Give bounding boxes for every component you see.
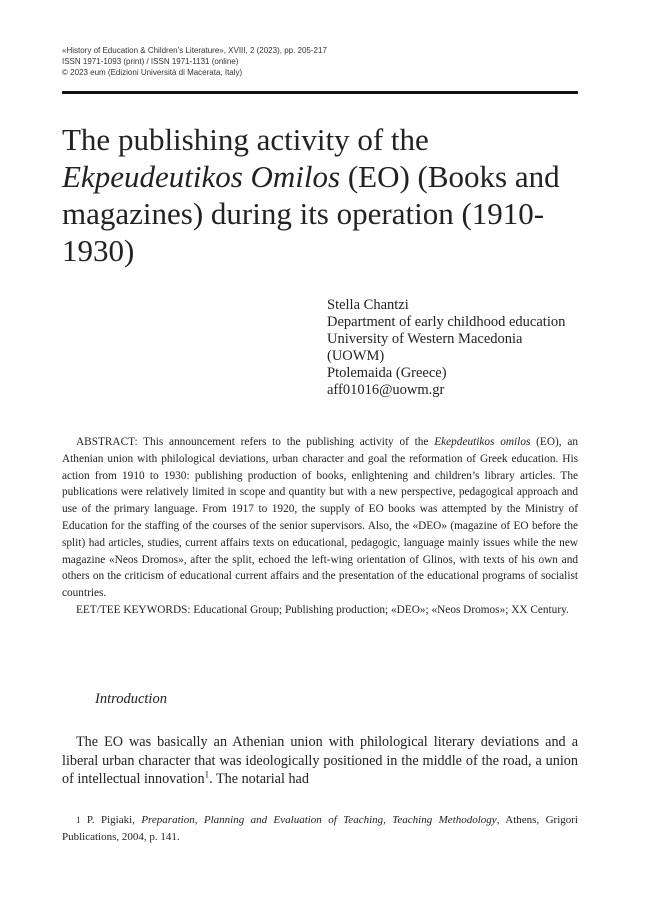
title-part2: (EO) (Books and magazines) during its operation (1910-1930) — [62, 159, 560, 268]
footnote-paragraph — [62, 812, 578, 846]
author-department: Department of early childhood education — [327, 314, 566, 330]
footnote-lead: P. Pigiaki, — [80, 814, 142, 826]
abstract — [62, 434, 578, 619]
footnote-tail: , Athens, Grigori Publications, 2004, p. 141. — [62, 814, 578, 843]
abstract-italic-term: Ekepdeutikos omilos — [434, 436, 531, 448]
title-part1: The publishing activity of the — [62, 122, 429, 157]
footnote-number: 1 — [76, 815, 81, 825]
title-italic: Ekpeudeutikos Omilos — [62, 159, 341, 194]
body-text-part1: The EO was basically an Athenian union with philological literary deviations and a liberal urban character that was ideologically positioned in the middle of the road, a union of intellectual innovation — [62, 734, 578, 787]
journal-copyright: © 2023 eum (Edizioni Università di Macerata, Italy) — [62, 68, 243, 77]
author-location: Ptolemaida (Greece) — [327, 365, 447, 381]
journal-citation: «History of Education & Children’s Literature», XVIII, 2 (2023), pp. 205-217 — [62, 46, 327, 55]
body-paragraph — [62, 733, 578, 789]
body-text-part2: . The notarial had — [209, 771, 309, 787]
journal-issn: ISSN 1971-1093 (print) / ISSN 1971-1131 (online) — [62, 57, 239, 66]
header-rule — [62, 91, 578, 94]
keywords-paragraph: EET/TEE KEYWORDS: Educational Group; Publishing production; «DEO»; «Neos Dromos»; XX Century. — [76, 603, 569, 616]
footnote-italic-title: Preparation, Planning and Evaluation of Teaching, Teaching Methodology — [141, 814, 497, 826]
author-block — [327, 297, 587, 399]
article-title — [62, 121, 562, 269]
footnote — [62, 812, 578, 846]
abstract-text: (EO), an Athenian union with philological deviations, urban character and goal the reformation of Greek education. His action from 1910 to 1930: publishing production of books, enlightening and children’s library articles. The publications were relatively limited in scope and quantity but with a new perspective, pedagogical approach and use of the primary language. From 1917 to 1920, the supply of EO books was attempted by the Ministry of Education for the staffing of the courses of the senior supervisors. Also, the «DEO» (magazine of EO before the split) had articles, studies, current affairs texts on educational, pedagogic, language mainly issues while the new magazine «Neos Dromos», after the split, echoed the left-wing orientation of Glinos, with texts of his own and others on the criticism of educational current affairs and the presentation of the educational programs of socialist countries. — [62, 436, 579, 600]
section-heading: Introduction — [95, 691, 167, 707]
journal-header — [62, 45, 582, 78]
author-university: University of Western Macedonia — [327, 331, 523, 347]
body-text — [62, 733, 578, 789]
abstract-lead: ABSTRACT: This announcement refers to the publishing activity of the — [76, 436, 435, 448]
author-email: aff01016@uowm.gr — [327, 382, 445, 398]
abstract-paragraph — [62, 434, 578, 602]
footnote-reference[interactable]: 1 — [204, 769, 210, 780]
author-name: Stella Chantzi — [327, 297, 409, 313]
author-university-abbr: (UOWM) — [327, 348, 385, 364]
